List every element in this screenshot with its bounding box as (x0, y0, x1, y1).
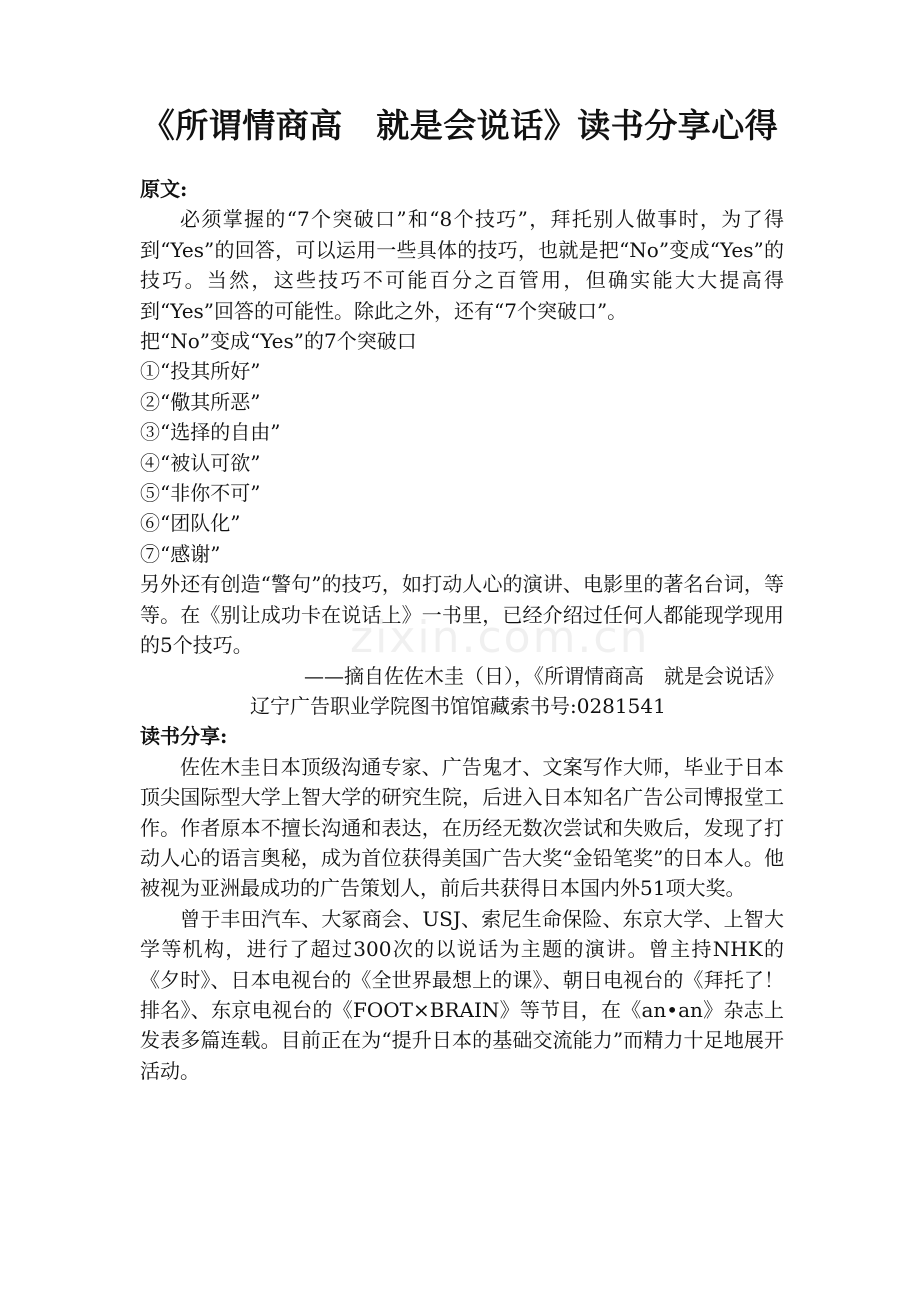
list-item: ②“儆其所恶” (140, 389, 261, 414)
page-title: 《所谓情商高 就是会说话》读书分享心得 (141, 106, 779, 145)
list-item: ⑦“感谢” (140, 541, 221, 566)
call-number: 辽宁广告职业学院图书馆馆藏索书号:0281541 (250, 693, 666, 718)
watermark: zixin.com.cn (350, 612, 650, 663)
original-paragraph: 必须掌握的“7个突破口”和“8个技巧”，拜托别人做事时，为了得到“Yes”的回答，可以运用一些具体的技巧，也就是把“No”变成“Yes”的技巧。当然，这些技巧不可能百分之百管用，但确实能大大提高得到“Yes”回答的可能性。除此之外，还有“7个突破口”。 (140, 207, 784, 323)
list-item: ③“选择的自由” (140, 420, 281, 445)
list-intro: 把“No”变成“Yes”的7个突破口 (140, 329, 417, 354)
extra-paragraph: 另外还有创造“警句”的技巧，如打动人心的演讲、电影里的著名台词，等等。在《别让成功卡在说话上》一书里，已经介绍过任何人都能现学现用的5个技巧。 (140, 572, 784, 658)
list-item: ①“投其所好” (140, 359, 261, 384)
sharing-paragraph-2: 曾于丰田汽车、大冢商会、USJ、索尼生命保险、东京大学、上智大学等机构，进行了超过300次的以说话为主题的演讲。曾主持NHK的《夕时》、日本电视台的《全世界最想上的课》、朝日电视台的《拜托了！排名》、东京电视台的《FOOT×BRAIN》等节目，在《an•an》杂志上发表多篇连载。目前正在为“提升日本的基础交流能力”而精力十足地展开活动。 (140, 906, 784, 1083)
original-heading: 原文: (140, 177, 188, 201)
list-item: ④“被认可欲” (140, 450, 261, 475)
sharing-paragraph-1: 佐佐木圭日本顶级沟通专家、广告鬼才、文案写作大师，毕业于日本顶尖国际型大学上智大学的研究生院，后进入日本知名广告公司博报堂工作。作者原本不擅长沟通和表达，在历经无数次尝试和失败后，发现了打动人心的语言奥秘，成为首位获得美国广告大奖“金铅笔奖”的日本人。他被视为亚洲最成功的广告策划人，前后共获得日本国内外51项大奖。 (140, 754, 784, 901)
breakthrough-list (140, 356, 784, 569)
list-item: ⑥“团队化” (140, 511, 241, 536)
list-item: ⑤“非你不可” (140, 481, 261, 506)
document-body (140, 174, 784, 1086)
sharing-heading: 读书分享: (140, 724, 228, 749)
source-citation: ——摘自佐佐木圭（日），《所谓情商高 就是会说话》 (304, 663, 784, 688)
